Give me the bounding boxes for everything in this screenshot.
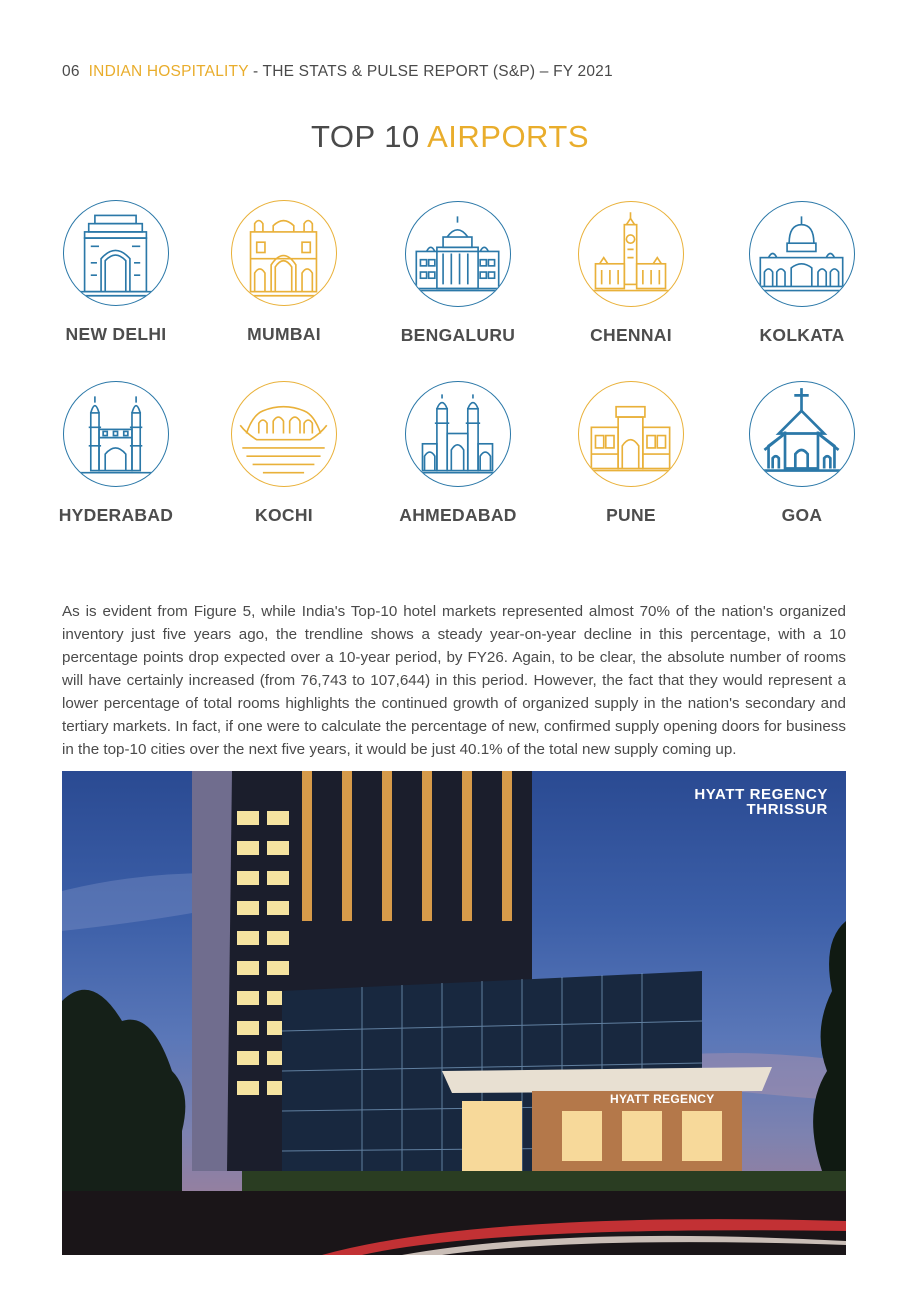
- city-label: NEW DELHI: [65, 324, 167, 344]
- city-label: MUMBAI: [247, 324, 321, 344]
- city-label: PUNE: [606, 505, 656, 525]
- city-label: GOA: [781, 505, 823, 525]
- vidhana-soudha-icon: [405, 201, 511, 307]
- city-label: CHENNAI: [590, 325, 672, 345]
- gateway-of-india-icon: [231, 200, 337, 306]
- india-gate-icon: [63, 200, 169, 306]
- sidi-saiyyed-mosque-icon: [405, 381, 511, 487]
- section-title-accent: AIRPORTS: [427, 119, 589, 154]
- city-label: BENGALURU: [400, 325, 516, 345]
- church-icon: [749, 381, 855, 487]
- section-title-main: TOP 10: [310, 119, 428, 154]
- photo-caption-line-2: THRISSUR: [746, 801, 828, 818]
- houseboat-icon: [231, 381, 337, 487]
- city-grid: [0, 0, 900, 540]
- city-label: HYDERABAD: [58, 505, 174, 525]
- report-title: - THE STATS & PULSE REPORT (S&P) – FY 2021: [248, 63, 613, 80]
- photo-caption-line-1: HYATT REGENCY: [694, 786, 828, 803]
- city-label: KOLKATA: [759, 325, 845, 345]
- report-brand: INDIAN HOSPITALITY: [88, 63, 249, 80]
- photo-caption: [694, 787, 828, 817]
- hotel-illustration: [62, 771, 846, 1255]
- page-number: 06: [62, 63, 80, 80]
- central-station-icon: [578, 201, 684, 307]
- charminar-icon: [63, 381, 169, 487]
- victoria-memorial-icon: [749, 201, 855, 307]
- city-label: AHMEDABAD: [399, 505, 517, 525]
- body-paragraph: As is evident from Figure 5, while India's Top-10 hotel markets represented almost 70% of the nation's organized inventory just five years ago, the trendline shows a steady year-on-year decline in this percentage, with a 10 percentage points drop expected over a 10-year period, by FY26. Again, to be clear, the absolute number of rooms will have certainly increased (from 76,743 to 107,644) in this period. However, the fact that they would represent a lower percentage of total rooms highlights the continued growth of organized supply in the nation's secondary and tertiary markets. In fact, if one were to calculate the percentage of new, confirmed supply opening doors for business in the top-10 cities over the next five years, it would be just 40.1% of the total new supply coming up.: [62, 603, 846, 759]
- shaniwar-wada-icon: [578, 381, 684, 487]
- hotel-photo: [62, 771, 846, 1255]
- city-label: KOCHI: [255, 505, 313, 525]
- hotel-signage: HYATT REGENCY: [610, 1092, 715, 1106]
